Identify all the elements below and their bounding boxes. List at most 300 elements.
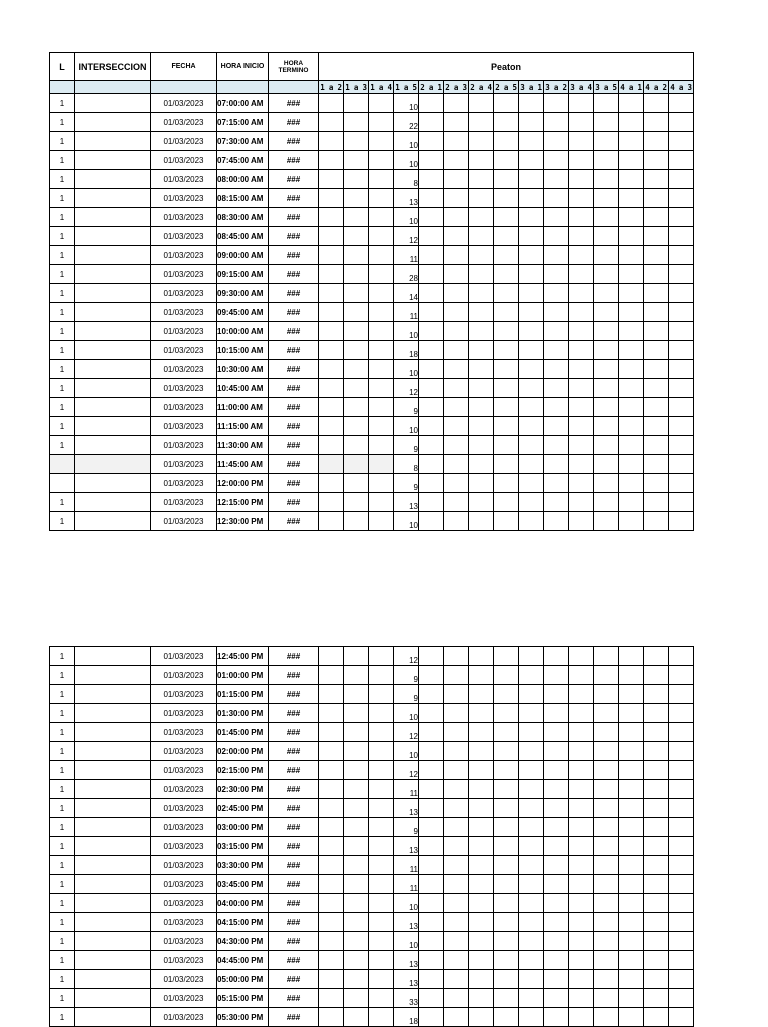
cell-hora-termino[interactable]: ### — [269, 951, 319, 970]
cell-hora-termino[interactable]: ### — [269, 379, 319, 398]
cell-peaton-count[interactable]: 12 — [394, 723, 419, 742]
cell-peaton-empty[interactable] — [544, 685, 569, 704]
cell-peaton-empty[interactable] — [669, 799, 694, 818]
cell-peaton-empty[interactable] — [594, 341, 619, 360]
cell-peaton-empty[interactable] — [644, 284, 669, 303]
cell-fecha[interactable]: 01/03/2023 — [151, 265, 217, 284]
cell-peaton-empty[interactable] — [494, 951, 519, 970]
cell-hora-inicio[interactable]: 11:45:00 AM — [217, 455, 269, 474]
cell-peaton-empty[interactable] — [544, 818, 569, 837]
cell-peaton-empty[interactable] — [594, 151, 619, 170]
cell-peaton-empty[interactable] — [494, 474, 519, 493]
cell-fecha[interactable]: 01/03/2023 — [151, 723, 217, 742]
cell-l[interactable]: 1 — [50, 208, 75, 227]
cell-peaton-empty[interactable] — [519, 894, 544, 913]
cell-peaton-empty[interactable] — [544, 894, 569, 913]
cell-hora-termino[interactable]: ### — [269, 685, 319, 704]
cell-peaton-empty[interactable] — [444, 685, 469, 704]
cell-l[interactable]: 1 — [50, 837, 75, 856]
cell-peaton-empty[interactable] — [419, 208, 444, 227]
cell-peaton-empty[interactable] — [519, 666, 544, 685]
cell-peaton-count[interactable]: 8 — [394, 170, 419, 189]
cell-peaton-empty[interactable] — [644, 246, 669, 265]
cell-l[interactable]: 1 — [50, 398, 75, 417]
cell-hora-inicio[interactable]: 07:45:00 AM — [217, 151, 269, 170]
cell-peaton-empty[interactable] — [544, 113, 569, 132]
cell-peaton-empty[interactable] — [319, 398, 344, 417]
cell-peaton-empty[interactable] — [444, 666, 469, 685]
cell-peaton-empty[interactable] — [594, 818, 619, 837]
cell-peaton-empty[interactable] — [544, 474, 569, 493]
cell-peaton-empty[interactable] — [544, 322, 569, 341]
cell-peaton-empty[interactable] — [594, 208, 619, 227]
header-fecha[interactable]: FECHA — [151, 53, 217, 81]
cell-peaton-empty[interactable] — [569, 742, 594, 761]
cell-l[interactable]: 1 — [50, 742, 75, 761]
cell-peaton-empty[interactable] — [319, 455, 344, 474]
cell-l[interactable]: 1 — [50, 284, 75, 303]
cell-interseccion[interactable] — [75, 894, 151, 913]
cell-peaton-empty[interactable] — [569, 151, 594, 170]
cell-peaton-empty[interactable] — [644, 360, 669, 379]
cell-peaton-empty[interactable] — [444, 970, 469, 989]
cell-peaton-empty[interactable] — [594, 666, 619, 685]
cell-peaton-empty[interactable] — [594, 379, 619, 398]
cell-l[interactable]: 1 — [50, 856, 75, 875]
cell-peaton-empty[interactable] — [619, 379, 644, 398]
cell-fecha[interactable]: 01/03/2023 — [151, 799, 217, 818]
cell-peaton-empty[interactable] — [594, 284, 619, 303]
cell-peaton-empty[interactable] — [644, 856, 669, 875]
cell-peaton-count[interactable]: 10 — [394, 322, 419, 341]
cell-peaton-empty[interactable] — [619, 303, 644, 322]
cell-peaton-empty[interactable] — [519, 742, 544, 761]
cell-peaton-empty[interactable] — [594, 951, 619, 970]
cell-peaton-empty[interactable] — [619, 913, 644, 932]
cell-interseccion[interactable] — [75, 151, 151, 170]
cell-peaton-empty[interactable] — [419, 932, 444, 951]
cell-peaton-empty[interactable] — [594, 265, 619, 284]
cell-fecha[interactable]: 01/03/2023 — [151, 322, 217, 341]
cell-peaton-empty[interactable] — [419, 742, 444, 761]
cell-peaton-count[interactable]: 13 — [394, 837, 419, 856]
cell-peaton-empty[interactable] — [594, 94, 619, 113]
cell-peaton-empty[interactable] — [494, 742, 519, 761]
cell-peaton-empty[interactable] — [544, 780, 569, 799]
cell-peaton-empty[interactable] — [594, 189, 619, 208]
cell-peaton-empty[interactable] — [619, 856, 644, 875]
cell-peaton-empty[interactable] — [494, 265, 519, 284]
cell-interseccion[interactable] — [75, 704, 151, 723]
cell-peaton-empty[interactable] — [519, 379, 544, 398]
cell-hora-termino[interactable]: ### — [269, 989, 319, 1008]
cell-peaton-empty[interactable] — [669, 951, 694, 970]
cell-peaton-empty[interactable] — [469, 227, 494, 246]
cell-peaton-empty[interactable] — [419, 379, 444, 398]
cell-peaton-empty[interactable] — [344, 932, 369, 951]
cell-l[interactable]: 1 — [50, 989, 75, 1008]
cell-l[interactable]: 1 — [50, 685, 75, 704]
cell-peaton-empty[interactable] — [369, 474, 394, 493]
cell-fecha[interactable]: 01/03/2023 — [151, 989, 217, 1008]
cell-peaton-empty[interactable] — [644, 455, 669, 474]
cell-peaton-empty[interactable] — [644, 704, 669, 723]
cell-peaton-empty[interactable] — [444, 284, 469, 303]
cell-peaton-empty[interactable] — [594, 170, 619, 189]
cell-fecha[interactable]: 01/03/2023 — [151, 303, 217, 322]
cell-peaton-empty[interactable] — [569, 303, 594, 322]
cell-peaton-empty[interactable] — [369, 436, 394, 455]
cell-peaton-empty[interactable] — [669, 170, 694, 189]
cell-interseccion[interactable] — [75, 284, 151, 303]
header-movement-2a4[interactable]: 2 a 4 — [470, 82, 492, 92]
cell-interseccion[interactable] — [75, 246, 151, 265]
cell-hora-termino[interactable]: ### — [269, 227, 319, 246]
cell-hora-termino[interactable]: ### — [269, 341, 319, 360]
cell-l[interactable]: 1 — [50, 189, 75, 208]
cell-interseccion[interactable] — [75, 398, 151, 417]
cell-peaton-empty[interactable] — [544, 170, 569, 189]
cell-peaton-empty[interactable] — [619, 799, 644, 818]
cell-peaton-empty[interactable] — [519, 170, 544, 189]
cell-peaton-empty[interactable] — [419, 322, 444, 341]
cell-peaton-count[interactable]: 13 — [394, 970, 419, 989]
cell-peaton-empty[interactable] — [594, 512, 619, 531]
cell-fecha[interactable]: 01/03/2023 — [151, 970, 217, 989]
cell-peaton-empty[interactable] — [569, 474, 594, 493]
cell-fecha[interactable]: 01/03/2023 — [151, 837, 217, 856]
cell-peaton-empty[interactable] — [619, 151, 644, 170]
cell-hora-inicio[interactable]: 11:15:00 AM — [217, 417, 269, 436]
cell-peaton-empty[interactable] — [369, 647, 394, 666]
cell-peaton-count[interactable]: 10 — [394, 208, 419, 227]
header-movement-2a3[interactable]: 2 a 3 — [445, 82, 467, 92]
cell-peaton-empty[interactable] — [569, 436, 594, 455]
cell-peaton-empty[interactable] — [669, 647, 694, 666]
cell-peaton-count[interactable]: 12 — [394, 379, 419, 398]
cell-peaton-empty[interactable] — [494, 303, 519, 322]
cell-interseccion[interactable] — [75, 94, 151, 113]
cell-peaton-empty[interactable] — [569, 799, 594, 818]
cell-peaton-empty[interactable] — [319, 436, 344, 455]
cell-peaton-empty[interactable] — [569, 989, 594, 1008]
cell-peaton-empty[interactable] — [319, 666, 344, 685]
cell-hora-inicio[interactable]: 04:30:00 PM — [217, 932, 269, 951]
cell-peaton-empty[interactable] — [319, 246, 344, 265]
cell-peaton-count[interactable]: 9 — [394, 685, 419, 704]
cell-hora-termino[interactable]: ### — [269, 704, 319, 723]
cell-interseccion[interactable] — [75, 932, 151, 951]
cell-l[interactable]: 1 — [50, 723, 75, 742]
cell-l[interactable]: 1 — [50, 170, 75, 189]
cell-peaton-empty[interactable] — [419, 189, 444, 208]
cell-peaton-empty[interactable] — [419, 723, 444, 742]
cell-peaton-empty[interactable] — [494, 894, 519, 913]
cell-peaton-empty[interactable] — [344, 704, 369, 723]
cell-peaton-empty[interactable] — [344, 360, 369, 379]
cell-peaton-empty[interactable] — [494, 799, 519, 818]
cell-peaton-empty[interactable] — [369, 360, 394, 379]
cell-fecha[interactable]: 01/03/2023 — [151, 227, 217, 246]
cell-fecha[interactable]: 01/03/2023 — [151, 246, 217, 265]
cell-peaton-empty[interactable] — [369, 723, 394, 742]
cell-peaton-empty[interactable] — [519, 322, 544, 341]
cell-peaton-empty[interactable] — [319, 208, 344, 227]
cell-hora-inicio[interactable]: 05:30:00 PM — [217, 1008, 269, 1027]
cell-peaton-empty[interactable] — [444, 474, 469, 493]
cell-peaton-empty[interactable] — [519, 246, 544, 265]
cell-peaton-empty[interactable] — [369, 151, 394, 170]
cell-peaton-empty[interactable] — [619, 894, 644, 913]
cell-hora-inicio[interactable]: 05:00:00 PM — [217, 970, 269, 989]
cell-l[interactable]: 1 — [50, 970, 75, 989]
cell-peaton-empty[interactable] — [494, 284, 519, 303]
cell-peaton-empty[interactable] — [569, 360, 594, 379]
cell-peaton-empty[interactable] — [644, 474, 669, 493]
header-movement-2a5[interactable]: 2 a 5 — [495, 82, 517, 92]
cell-peaton-empty[interactable] — [544, 989, 569, 1008]
cell-peaton-empty[interactable] — [319, 94, 344, 113]
cell-hora-inicio[interactable]: 08:30:00 AM — [217, 208, 269, 227]
cell-peaton-empty[interactable] — [644, 875, 669, 894]
cell-l[interactable]: 1 — [50, 512, 75, 531]
cell-peaton-empty[interactable] — [344, 742, 369, 761]
cell-peaton-empty[interactable] — [569, 284, 594, 303]
cell-peaton-empty[interactable] — [619, 436, 644, 455]
cell-peaton-empty[interactable] — [644, 265, 669, 284]
cell-peaton-empty[interactable] — [369, 799, 394, 818]
cell-peaton-empty[interactable] — [319, 647, 344, 666]
cell-peaton-empty[interactable] — [519, 132, 544, 151]
cell-peaton-empty[interactable] — [494, 704, 519, 723]
cell-peaton-empty[interactable] — [544, 455, 569, 474]
header-interseccion[interactable]: INTERSECCION — [75, 53, 151, 81]
cell-peaton-empty[interactable] — [444, 151, 469, 170]
cell-peaton-empty[interactable] — [569, 417, 594, 436]
cell-l[interactable]: 1 — [50, 94, 75, 113]
cell-peaton-empty[interactable] — [419, 398, 444, 417]
cell-peaton-empty[interactable] — [544, 94, 569, 113]
cell-peaton-empty[interactable] — [644, 989, 669, 1008]
cell-peaton-empty[interactable] — [469, 360, 494, 379]
cell-peaton-empty[interactable] — [344, 894, 369, 913]
cell-peaton-empty[interactable] — [419, 246, 444, 265]
cell-interseccion[interactable] — [75, 780, 151, 799]
cell-peaton-empty[interactable] — [319, 970, 344, 989]
cell-peaton-empty[interactable] — [369, 894, 394, 913]
cell-peaton-count[interactable]: 9 — [394, 666, 419, 685]
header-movement-3a1[interactable]: 3 a 1 — [520, 82, 542, 92]
cell-peaton-empty[interactable] — [519, 761, 544, 780]
cell-peaton-count[interactable]: 9 — [394, 398, 419, 417]
cell-peaton-empty[interactable] — [519, 341, 544, 360]
cell-peaton-empty[interactable] — [669, 761, 694, 780]
cell-peaton-empty[interactable] — [419, 951, 444, 970]
cell-hora-termino[interactable]: ### — [269, 723, 319, 742]
cell-peaton-count[interactable]: 13 — [394, 493, 419, 512]
cell-peaton-empty[interactable] — [594, 436, 619, 455]
header-movement-1a5[interactable]: 1 a 5 — [395, 82, 417, 92]
cell-hora-termino[interactable]: ### — [269, 1008, 319, 1027]
cell-hora-termino[interactable]: ### — [269, 322, 319, 341]
cell-peaton-empty[interactable] — [594, 303, 619, 322]
cell-peaton-empty[interactable] — [344, 246, 369, 265]
cell-fecha[interactable]: 01/03/2023 — [151, 455, 217, 474]
cell-fecha[interactable]: 01/03/2023 — [151, 512, 217, 531]
cell-peaton-empty[interactable] — [569, 780, 594, 799]
cell-peaton-empty[interactable] — [619, 265, 644, 284]
cell-peaton-empty[interactable] — [519, 151, 544, 170]
cell-peaton-empty[interactable] — [544, 227, 569, 246]
cell-peaton-empty[interactable] — [544, 666, 569, 685]
cell-peaton-empty[interactable] — [419, 417, 444, 436]
cell-peaton-empty[interactable] — [469, 951, 494, 970]
cell-peaton-empty[interactable] — [669, 970, 694, 989]
cell-interseccion[interactable] — [75, 493, 151, 512]
cell-hora-termino[interactable]: ### — [269, 742, 319, 761]
cell-peaton-empty[interactable] — [369, 94, 394, 113]
cell-peaton-empty[interactable] — [644, 512, 669, 531]
cell-interseccion[interactable] — [75, 742, 151, 761]
cell-hora-termino[interactable]: ### — [269, 875, 319, 894]
cell-hora-inicio[interactable]: 08:45:00 AM — [217, 227, 269, 246]
cell-fecha[interactable]: 01/03/2023 — [151, 1008, 217, 1027]
cell-peaton-empty[interactable] — [419, 704, 444, 723]
header-hora-termino[interactable] — [269, 53, 319, 81]
cell-fecha[interactable]: 01/03/2023 — [151, 379, 217, 398]
cell-peaton-count[interactable]: 8 — [394, 455, 419, 474]
cell-peaton-empty[interactable] — [344, 265, 369, 284]
cell-peaton-count[interactable]: 11 — [394, 780, 419, 799]
cell-interseccion[interactable] — [75, 647, 151, 666]
cell-l[interactable]: 1 — [50, 417, 75, 436]
cell-hora-inicio[interactable]: 10:30:00 AM — [217, 360, 269, 379]
cell-l[interactable]: 1 — [50, 246, 75, 265]
cell-peaton-empty[interactable] — [644, 189, 669, 208]
cell-peaton-empty[interactable] — [319, 189, 344, 208]
cell-hora-inicio[interactable]: 04:45:00 PM — [217, 951, 269, 970]
cell-peaton-empty[interactable] — [594, 113, 619, 132]
cell-fecha[interactable]: 01/03/2023 — [151, 151, 217, 170]
cell-peaton-empty[interactable] — [594, 417, 619, 436]
cell-peaton-empty[interactable] — [569, 761, 594, 780]
cell-fecha[interactable]: 01/03/2023 — [151, 398, 217, 417]
cell-peaton-empty[interactable] — [519, 704, 544, 723]
cell-peaton-empty[interactable] — [544, 189, 569, 208]
cell-peaton-empty[interactable] — [319, 761, 344, 780]
cell-peaton-empty[interactable] — [444, 493, 469, 512]
cell-peaton-empty[interactable] — [319, 113, 344, 132]
cell-peaton-empty[interactable] — [619, 685, 644, 704]
cell-peaton-empty[interactable] — [344, 875, 369, 894]
cell-interseccion[interactable] — [75, 913, 151, 932]
cell-peaton-empty[interactable] — [469, 436, 494, 455]
cell-peaton-empty[interactable] — [419, 284, 444, 303]
cell-peaton-empty[interactable] — [669, 742, 694, 761]
cell-peaton-empty[interactable] — [419, 493, 444, 512]
cell-peaton-empty[interactable] — [344, 284, 369, 303]
header-peaton[interactable]: Peaton — [319, 53, 694, 81]
cell-peaton-empty[interactable] — [669, 246, 694, 265]
cell-hora-termino[interactable]: ### — [269, 512, 319, 531]
cell-peaton-empty[interactable] — [669, 894, 694, 913]
cell-peaton-empty[interactable] — [494, 189, 519, 208]
cell-peaton-empty[interactable] — [319, 780, 344, 799]
cell-hora-inicio[interactable]: 02:30:00 PM — [217, 780, 269, 799]
cell-peaton-empty[interactable] — [619, 341, 644, 360]
cell-peaton-empty[interactable] — [444, 799, 469, 818]
cell-hora-termino[interactable]: ### — [269, 113, 319, 132]
cell-peaton-empty[interactable] — [594, 455, 619, 474]
cell-peaton-empty[interactable] — [594, 970, 619, 989]
cell-peaton-empty[interactable] — [494, 647, 519, 666]
cell-peaton-empty[interactable] — [469, 398, 494, 417]
cell-peaton-empty[interactable] — [469, 417, 494, 436]
cell-peaton-empty[interactable] — [494, 856, 519, 875]
cell-hora-termino[interactable]: ### — [269, 208, 319, 227]
cell-fecha[interactable]: 01/03/2023 — [151, 189, 217, 208]
cell-peaton-empty[interactable] — [444, 761, 469, 780]
cell-peaton-empty[interactable] — [644, 417, 669, 436]
cell-peaton-empty[interactable] — [419, 113, 444, 132]
cell-peaton-empty[interactable] — [344, 227, 369, 246]
cell-peaton-empty[interactable] — [544, 436, 569, 455]
cell-peaton-empty[interactable] — [669, 322, 694, 341]
cell-peaton-empty[interactable] — [519, 398, 544, 417]
cell-peaton-count[interactable]: 11 — [394, 875, 419, 894]
cell-peaton-empty[interactable] — [319, 493, 344, 512]
cell-interseccion[interactable] — [75, 208, 151, 227]
cell-peaton-empty[interactable] — [344, 303, 369, 322]
cell-l[interactable]: 1 — [50, 894, 75, 913]
cell-peaton-empty[interactable] — [469, 970, 494, 989]
cell-l[interactable]: 1 — [50, 379, 75, 398]
cell-l[interactable]: 1 — [50, 647, 75, 666]
cell-peaton-empty[interactable] — [469, 837, 494, 856]
cell-peaton-empty[interactable] — [544, 493, 569, 512]
cell-peaton-empty[interactable] — [644, 170, 669, 189]
cell-peaton-count[interactable]: 12 — [394, 647, 419, 666]
cell-peaton-empty[interactable] — [519, 780, 544, 799]
cell-peaton-empty[interactable] — [369, 932, 394, 951]
cell-peaton-count[interactable]: 11 — [394, 856, 419, 875]
cell-peaton-empty[interactable] — [519, 455, 544, 474]
cell-peaton-empty[interactable] — [344, 379, 369, 398]
cell-peaton-empty[interactable] — [419, 360, 444, 379]
cell-interseccion[interactable] — [75, 723, 151, 742]
cell-peaton-empty[interactable] — [469, 761, 494, 780]
cell-peaton-empty[interactable] — [594, 913, 619, 932]
cell-peaton-empty[interactable] — [419, 856, 444, 875]
cell-peaton-empty[interactable] — [494, 932, 519, 951]
cell-l[interactable]: 1 — [50, 818, 75, 837]
cell-fecha[interactable]: 01/03/2023 — [151, 360, 217, 379]
cell-peaton-empty[interactable] — [569, 94, 594, 113]
cell-peaton-empty[interactable] — [369, 132, 394, 151]
cell-peaton-empty[interactable] — [369, 666, 394, 685]
cell-interseccion[interactable] — [75, 856, 151, 875]
cell-peaton-empty[interactable] — [669, 493, 694, 512]
cell-peaton-empty[interactable] — [369, 227, 394, 246]
cell-hora-termino[interactable]: ### — [269, 189, 319, 208]
cell-peaton-empty[interactable] — [469, 913, 494, 932]
cell-hora-termino[interactable]: ### — [269, 246, 319, 265]
cell-peaton-empty[interactable] — [619, 246, 644, 265]
cell-peaton-empty[interactable] — [594, 322, 619, 341]
cell-fecha[interactable]: 01/03/2023 — [151, 170, 217, 189]
cell-hora-inicio[interactable]: 11:00:00 AM — [217, 398, 269, 417]
cell-peaton-empty[interactable] — [569, 455, 594, 474]
